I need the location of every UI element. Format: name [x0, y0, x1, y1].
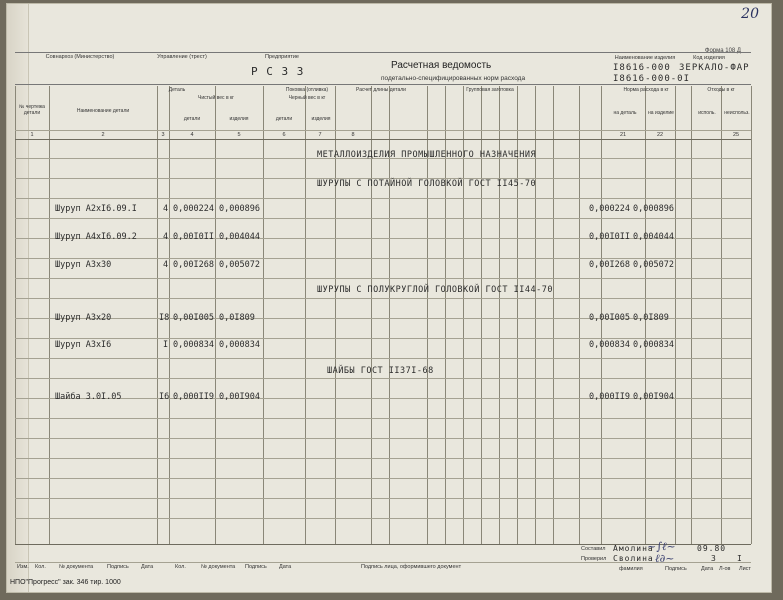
header-bottom-rule — [15, 84, 751, 85]
section-heading-1: МЕТАЛЛОИЗДЕЛИЯ ПРОМЫШЛЕННОГО НАЗНАЧЕНИЯ — [317, 150, 537, 160]
row-5-net-product: 0,000834 — [219, 340, 260, 350]
section-heading-2: ШУРУПЫ С ПОТАЙНОЙ ГОЛОВКОЙ ГОСТ II45-70 — [317, 179, 537, 189]
col-group-gross-weight: Черный вес в кг — [288, 95, 326, 101]
footer-signature-2: Подпись — [245, 564, 267, 570]
row-6-norm-product: 0,00I904 — [633, 392, 674, 402]
row-1-norm-product: 0,000896 — [633, 204, 674, 214]
col-part-name: Наименование детали — [76, 108, 130, 114]
row-4-name: Шуруп А3х20 — [55, 313, 112, 323]
footer-date-2: Дата — [279, 564, 292, 570]
footer-doc-no-2: № документа — [201, 564, 236, 570]
footer-qty: Кол. — [35, 564, 46, 570]
form-number: Форма 108 Д — [704, 48, 741, 54]
footer-print-note: Подпись лица, оформившего документ — [361, 564, 462, 570]
document-subtitle: подетально-специфицированных норм расхода — [381, 75, 526, 82]
row-6-norm-part: 0,000II9 — [589, 392, 630, 402]
enterprise-label: Предприятие — [265, 54, 299, 60]
product-code-label: Код изделия — [693, 55, 725, 61]
product-short-code: ЗЕРКАЛО-ФАР — [679, 63, 750, 73]
colnum-25: 25 — [732, 132, 740, 138]
col-group-norm: Норма расхода в кг — [623, 87, 669, 93]
footer-qty-2: Кол. — [175, 564, 186, 570]
colnum-5: 5 — [237, 132, 241, 138]
row-5-net-part: 0,000834 — [173, 340, 214, 350]
header-top-rule — [15, 52, 751, 53]
row-1-net-product: 0,000896 — [219, 204, 260, 214]
section-heading-3: ШУРУПЫ С ПОЛУКРУГЛОЙ ГОЛОВКОЙ ГОСТ II44-70 — [317, 285, 553, 295]
product-name-label: Наименование изделия — [614, 55, 676, 61]
footer-checked: Проверил — [581, 556, 607, 562]
trust-label: Управление (трест) — [157, 54, 207, 60]
checked-by: Сволина — [613, 554, 654, 563]
row-4-net-product: 0,0I809 — [219, 313, 255, 323]
col-unusable: неиспольз. — [724, 110, 750, 116]
footer-change: Изм. — [17, 564, 29, 570]
footer-sign: Подпись — [665, 566, 687, 572]
row-3-net-part: 0,00I268 — [173, 260, 214, 270]
compile-date: 09.80 — [697, 544, 727, 553]
printer-mark: НПО"Прогресс" зак. 346 тир. 1000 — [10, 579, 121, 586]
sheet-count: 3 — [711, 554, 717, 563]
colnum-21: 21 — [619, 132, 627, 138]
row-1-net-part: 0,000224 — [173, 204, 214, 214]
colnum-6: 6 — [282, 132, 286, 138]
ministry-label: Совнархоз (Министерство) — [45, 54, 115, 60]
footer-block — [15, 540, 751, 580]
row-2-net-product: 0,004044 — [219, 232, 260, 242]
row-2-norm-product: 0,004044 — [633, 232, 674, 242]
document-title: Расчетная ведомость — [391, 60, 492, 71]
colnum-7: 7 — [318, 132, 322, 138]
footer-date: Дата — [141, 564, 154, 570]
footer-surname: фамилия — [619, 566, 643, 572]
row-3-net-product: 0,005072 — [219, 260, 260, 270]
row-1-name: Шуруп А2хI6.09.I — [55, 204, 137, 214]
header-separator — [15, 130, 751, 131]
col-group-calc-sizes: Расчет длины детали — [356, 87, 406, 93]
col-no: № чертежа детали — [19, 104, 45, 116]
footer-sheet: Лист — [739, 566, 751, 572]
colnum-3: 3 — [161, 132, 165, 138]
row-4-norm-part: 0,00I005 — [589, 313, 630, 323]
footer-signature: Подпись — [107, 564, 129, 570]
row-4-net-part: 0,00I005 — [173, 313, 214, 323]
row-6-net-part: 0,000II9 — [173, 392, 214, 402]
col-per-part: на деталь — [613, 110, 637, 116]
row-3-qty: 4 — [163, 260, 169, 270]
compiled-by: Амолина — [613, 544, 654, 553]
signature-2: ℓ∂~ — [655, 552, 675, 565]
col-usable: исполь. — [698, 110, 716, 116]
col-group-part: Деталь — [168, 87, 186, 93]
row-1-norm-part: 0,000224 — [589, 204, 630, 214]
colnum-8: 8 — [351, 132, 355, 138]
colnum-1: 1 — [30, 132, 34, 138]
signature-1: ~∫ℓ~ — [647, 540, 676, 553]
row-2-name: Шуруп А4хI6.09.2 — [55, 232, 137, 242]
col-product-2: изделия — [311, 116, 331, 122]
row-3-norm-product: 0,005072 — [633, 260, 674, 270]
footer-sheets: Л-ов — [719, 566, 731, 572]
document-sheet — [6, 3, 772, 593]
col-product: изделия — [229, 116, 249, 122]
row-6-name: Шайба 3.0I.05 — [55, 392, 122, 402]
row-5-qty: I — [163, 340, 169, 350]
row-5-name: Шуруп А3хI6 — [55, 340, 112, 350]
col-group-net-weight: Чистый вес в кг — [197, 95, 235, 101]
colnum-2: 2 — [101, 132, 105, 138]
row-6-qty: I6 — [159, 392, 170, 402]
footer-doc-no: № документа — [59, 564, 94, 570]
col-part: детали — [183, 116, 201, 122]
colnum-22: 22 — [656, 132, 664, 138]
row-2-norm-part: 0,00I0II — [589, 232, 630, 242]
row-2-qty: 4 — [163, 232, 169, 242]
row-5-norm-product: 0,000834 — [633, 340, 674, 350]
row-3-norm-part: 0,00I268 — [589, 260, 630, 270]
row-4-qty: I8 — [159, 313, 170, 323]
row-5-norm-part: 0,000834 — [589, 340, 630, 350]
col-per-product: на изделие — [648, 110, 674, 116]
page-number: 20 — [741, 6, 759, 22]
col-part-2: детали — [275, 116, 293, 122]
colnum-4: 4 — [190, 132, 194, 138]
col-group-waste: Отходы в кг — [707, 87, 735, 93]
footer-date-3: Дата — [701, 566, 714, 572]
enterprise-code: Р С З З — [251, 65, 305, 78]
header-bottom — [15, 139, 751, 140]
product-code-2: I8616-000-0I — [613, 74, 691, 84]
col-group-group-blank: Групповая заготовка — [466, 87, 514, 93]
row-1-qty: 4 — [163, 204, 169, 214]
row-3-name: Шуруп А3х30 — [55, 260, 112, 270]
col-group-blank: Поковка (отливка) — [285, 87, 329, 93]
product-code-1: I8616-000 — [613, 63, 671, 73]
section-heading-4: ШАЙБЫ ГОСТ II37I-68 — [327, 366, 434, 376]
footer-compiled: Составил — [581, 546, 606, 552]
row-2-net-part: 0,00I0II — [173, 232, 214, 242]
sheet-index: I — [737, 554, 743, 563]
row-6-net-product: 0,00I904 — [219, 392, 260, 402]
row-4-norm-product: 0,0I809 — [633, 313, 669, 323]
